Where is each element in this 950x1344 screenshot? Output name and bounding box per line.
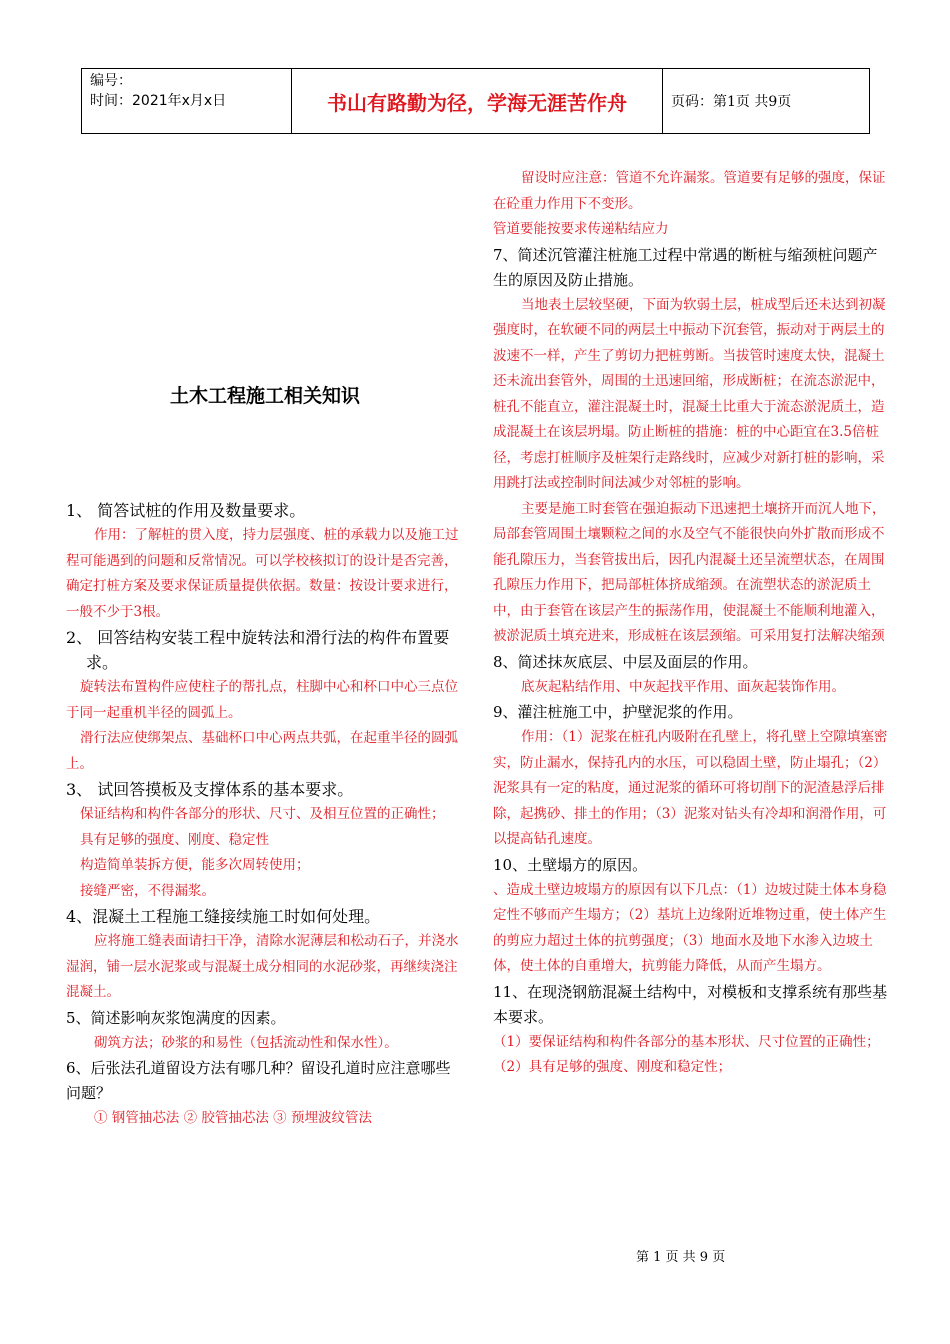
answer: （1）要保证结构和构件各部分的基本形状、尺寸位置的正确性；（2）具有足够的强度、刚度和稳定性； (493, 1033, 880, 1075)
answer: 滑行法应使绑架点、基础杯口中心两点共弧，在起重半径的圆弧上。 (66, 730, 458, 772)
motto: 书山有路勤为径，学海无涯苦作舟 (292, 69, 663, 134)
question: 6、后张法孔道留设方法有哪几种？留设孔道时应注意哪些问题？ (66, 1059, 451, 1102)
question: 11、在现浇钢筋混凝土结构中，对模板和支撑系统有那些基本要求。 (493, 982, 888, 1026)
qa-item (493, 650, 891, 701)
answer: 构造简单装拆方便，能多次周转使用； (80, 857, 310, 873)
answer: 旋转法布置构件应使柱子的帮扎点，柱脚中心和杯口中心三点位于同一起重机半径的圆弧上。 (66, 679, 458, 721)
number-label: 编号： (90, 73, 132, 89)
question: 8、简述抹灰底层、中层及面层的作用。 (493, 652, 758, 671)
question: 7、简述沉管灌注桩施工过程中常遇的断桩与缩颈桩问题产生的原因及防止措施。 (493, 245, 878, 289)
answer: 当地表土层较坚硬，下面为软弱土层，桩成型后还未达到初凝强度时，在软硬不同的两层土中振动下沉套管，振动对于两层土的波速不一样，产生了剪切力把桩剪断。当拔管时速度太快，混凝土还未流出套管外，周围的土迅速回缩，形成断桩；在流态淤泥中，桩孔不能直立，灌注混凝土时，混凝土比重大于流态淤泥质土，造成混凝土在该层坍塌。防止断桩的措施：桩的中心距宜在3.5倍桩径，考虑打桩顺序及桩架行走路线时，应减少对新打桩的影响，采用跳打法或控制时间法减少对邻桩的影响。 (493, 296, 886, 491)
answer: 应将施工缝表面请扫干净，清除水泥薄层和松动石子，并浇水湿润，铺一层水泥浆或与混凝土成分相同的水泥砂浆，再继续浇注混凝土。 (66, 933, 459, 1000)
answer: 、造成土壁边坡塌方的原因有以下几点：（1）边坡过陡土体本身稳定性不够而产生塌方；（2）基坑上边缘附近堆物过重，使土体产生的剪应力超过土体的抗剪强度；（3）地面水及地下水渗入边坡土体，使土体的自重增大，抗剪能力降低，从而产生塌方。 (493, 881, 887, 974)
answer: 作用：了解桩的贯入度，持力层强度、桩的承载力以及施工过程可能遇到的问题和反常情况。可以学校核拟订的设计是否完善，确定打桩方案及要求保证质量提供依据。数量：按设计要求进行，一般不少于3根。 (66, 527, 459, 620)
answer: 主要是施工时套管在强迫振动下迅速把土壤挤开而沉人地下，局部套管周围土壤颗粒之间的水及空气不能很快向外扩散而形成不能孔隙压力，当套管拔出后，因孔内混凝土还呈流塑状态，在周围孔隙压力作用下，把局部桩体挤成缩颈。在流塑状态的淤泥质土中，由于套管在该层产生的振荡作用，使混凝土不能顺利地灌入，被淤泥质土填充进来，形成桩在该层颈缩。可采用复打法解决缩颈 (493, 500, 886, 644)
question: 10、土壁塌方的原因。 (493, 855, 648, 874)
qa-item (66, 625, 464, 777)
footer-page-number: 第 1 页 共 9 页 (636, 1250, 726, 1265)
question: 1、 简答试桩的作用及数量要求。 (66, 501, 306, 520)
qa-item (493, 980, 891, 1081)
qa-item (66, 498, 464, 625)
page-label: 页码：第1页 共9页 (663, 69, 870, 134)
qa-item (493, 243, 891, 650)
header-table (81, 68, 870, 134)
answer: 留设时应注意：管道不允许漏浆。管道要有足够的强度，保证在砼重力作用下不变形。 (493, 170, 886, 212)
question: 9、灌注桩施工中，护壁泥浆的作用。 (493, 703, 743, 721)
qa-item (493, 853, 891, 980)
question: 2、 回答结构安装工程中旋转法和滑行法的构件布置要求。 (66, 628, 450, 672)
date-label: 时间：2021年x月x日 (90, 93, 227, 109)
answer: 砌筑方法；砂浆的和易性（包括流动性和保水性）。 (94, 1034, 398, 1051)
answer: 底灰起粘结作用、中灰起找平作用、面灰起装饰作用。 (521, 678, 845, 695)
qa-item (493, 700, 891, 853)
answer: 接缝严密，不得漏浆。 (80, 882, 215, 899)
right-column (493, 166, 891, 1081)
qa-item (493, 166, 891, 243)
answer: 作用：（1）泥浆在桩孔内吸附在孔壁上，将孔壁上空隙填塞密实，防止漏水，保持孔内的水压，可以稳固土壁，防止塌孔；（2）泥浆具有一定的粘度，通过泥浆的循环可将切削下的泥渣悬浮后排除，起携砂、排土的作用；（3）泥浆对钻头有冷却和润滑作用，可以提高钻孔速度。 (493, 729, 888, 847)
header-meta (82, 69, 292, 134)
question: 4、混凝土工程施工缝接续施工时如何处理。 (66, 907, 381, 926)
document-title: 土木工程施工相关知识 (169, 385, 360, 407)
qa-item (66, 777, 464, 904)
qa-item (66, 1006, 464, 1057)
question: 3、 试回答摸板及支撑体系的基本要求。 (66, 780, 354, 799)
answer: 管道要能按要求传递粘结应力 (493, 221, 669, 237)
answer: 保证结构和构件各部分的形状、尺寸、及相互位置的正确性； (80, 806, 445, 822)
left-column (66, 384, 464, 1132)
question: 5、简述影响灰浆饱满度的因素。 (66, 1008, 286, 1027)
answer: ① 钢管抽芯法 ② 胶管抽芯法 ③ 预埋波纹管法 (94, 1110, 372, 1126)
qa-item (66, 904, 464, 1006)
answer: 具有足够的强度、刚度、稳定性 (80, 831, 269, 848)
qa-item (66, 1056, 464, 1132)
